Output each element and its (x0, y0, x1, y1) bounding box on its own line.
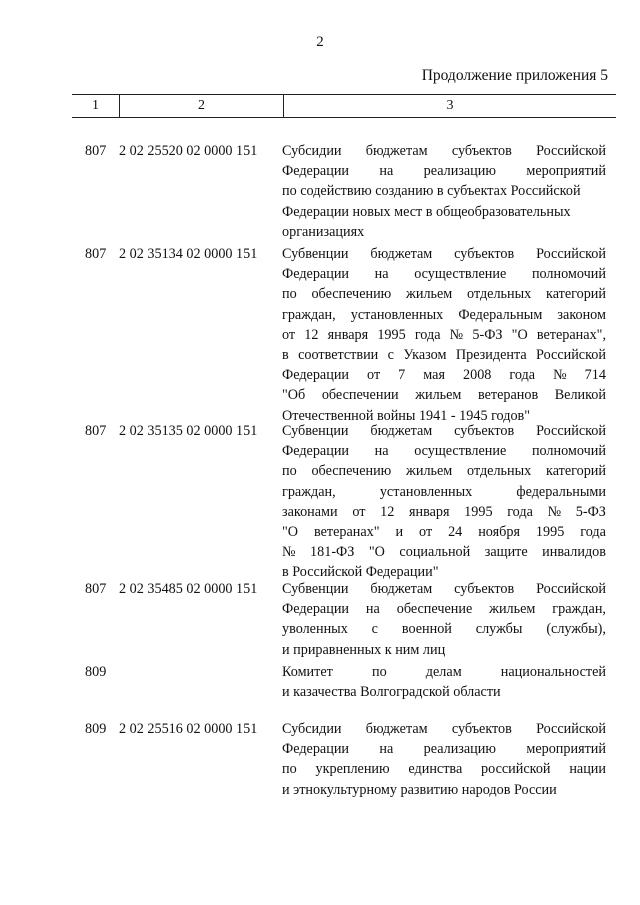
description-line: Субсидии бюджетам субъектов Российской (282, 721, 606, 737)
description-line: Субсидии бюджетам субъектов Российской (282, 143, 606, 159)
description-line: Федерации на реализацию мероприятий (282, 163, 606, 180)
row-code: 807 (85, 581, 107, 597)
description-line: Федерации на осуществление полномочий (282, 443, 606, 460)
row-kbk: 2 02 25520 02 0000 151 (119, 143, 258, 159)
description-line: Федерации новых мест в общеобразовательных (282, 203, 571, 220)
description-line: "Об обеспечении жильем ветеранов Великой (282, 387, 606, 404)
row-description (282, 719, 606, 800)
description-line: Отечественной войны 1941 - 1945 годов" (282, 407, 531, 424)
description-line: по укреплению единства российской нации (282, 761, 606, 778)
row-description (282, 141, 606, 242)
description-line: Субвенции бюджетам субъектов Российской (282, 423, 606, 439)
description-line: Субвенции бюджетам субъектов Российской (282, 581, 606, 597)
row-code: 807 (85, 246, 107, 262)
description-line: № 181-ФЗ "О социальной защите инвалидов (282, 544, 606, 561)
description-line: Федерации от 7 мая 2008 года № 714 (282, 367, 606, 384)
row-description (282, 662, 606, 702)
description-line: Федерации на реализацию мероприятий (282, 741, 606, 758)
row-code: 807 (85, 423, 107, 439)
row-description (282, 421, 606, 583)
description-line: Субвенции бюджетам субъектов Российской (282, 246, 606, 262)
description-line: и приравненных к ним лиц (282, 641, 446, 658)
row-kbk: 2 02 35135 02 0000 151 (119, 423, 258, 439)
description-line: от 12 января 1995 года № 5-ФЗ "О ветеранах", (282, 326, 606, 343)
description-line: по обеспечению жильем отдельных категорий (282, 286, 606, 303)
description-line: Федерации на обеспечение жильем граждан, (282, 601, 606, 618)
row-kbk: 2 02 35134 02 0000 151 (119, 246, 258, 262)
description-line: и этнокультурному развитию народов России (282, 781, 557, 798)
continuation-label: Продолжение приложения 5 (421, 67, 608, 84)
description-line: организациях (282, 223, 365, 240)
row-code: 809 (85, 721, 107, 737)
header-col-1: 1 (72, 95, 120, 117)
description-line: Комитет по делам национальностей (282, 664, 606, 680)
page-number: 2 (316, 34, 324, 50)
header-col-2: 2 (120, 95, 284, 117)
row-kbk: 2 02 25516 02 0000 151 (119, 721, 258, 737)
row-description (282, 244, 606, 426)
description-line: и казачества Волгоградской области (282, 684, 501, 701)
description-line: по обеспечению жильем отдельных категорий (282, 463, 606, 480)
row-code: 809 (85, 664, 107, 680)
table-header (72, 94, 616, 118)
description-line: по содействию созданию в субъектах Российской (282, 183, 581, 200)
row-description (282, 579, 606, 660)
header-col-3: 3 (446, 98, 454, 113)
description-line: граждан, установленных Федеральным законом (282, 306, 606, 323)
row-code: 807 (85, 143, 107, 159)
description-line: "О ветеранах" и от 24 ноября 1995 года (282, 524, 606, 541)
description-line: граждан, установленных федеральными (282, 483, 606, 500)
description-line: в Российской Федерации" (282, 564, 439, 581)
description-line: в соответствии с Указом Президента Российской (282, 347, 606, 364)
description-line: Федерации на осуществление полномочий (282, 266, 606, 283)
row-kbk: 2 02 35485 02 0000 151 (119, 581, 258, 597)
description-line: уволенных с военной службы (службы), (282, 621, 606, 638)
description-line: законами от 12 января 1995 года № 5-ФЗ (282, 503, 606, 520)
